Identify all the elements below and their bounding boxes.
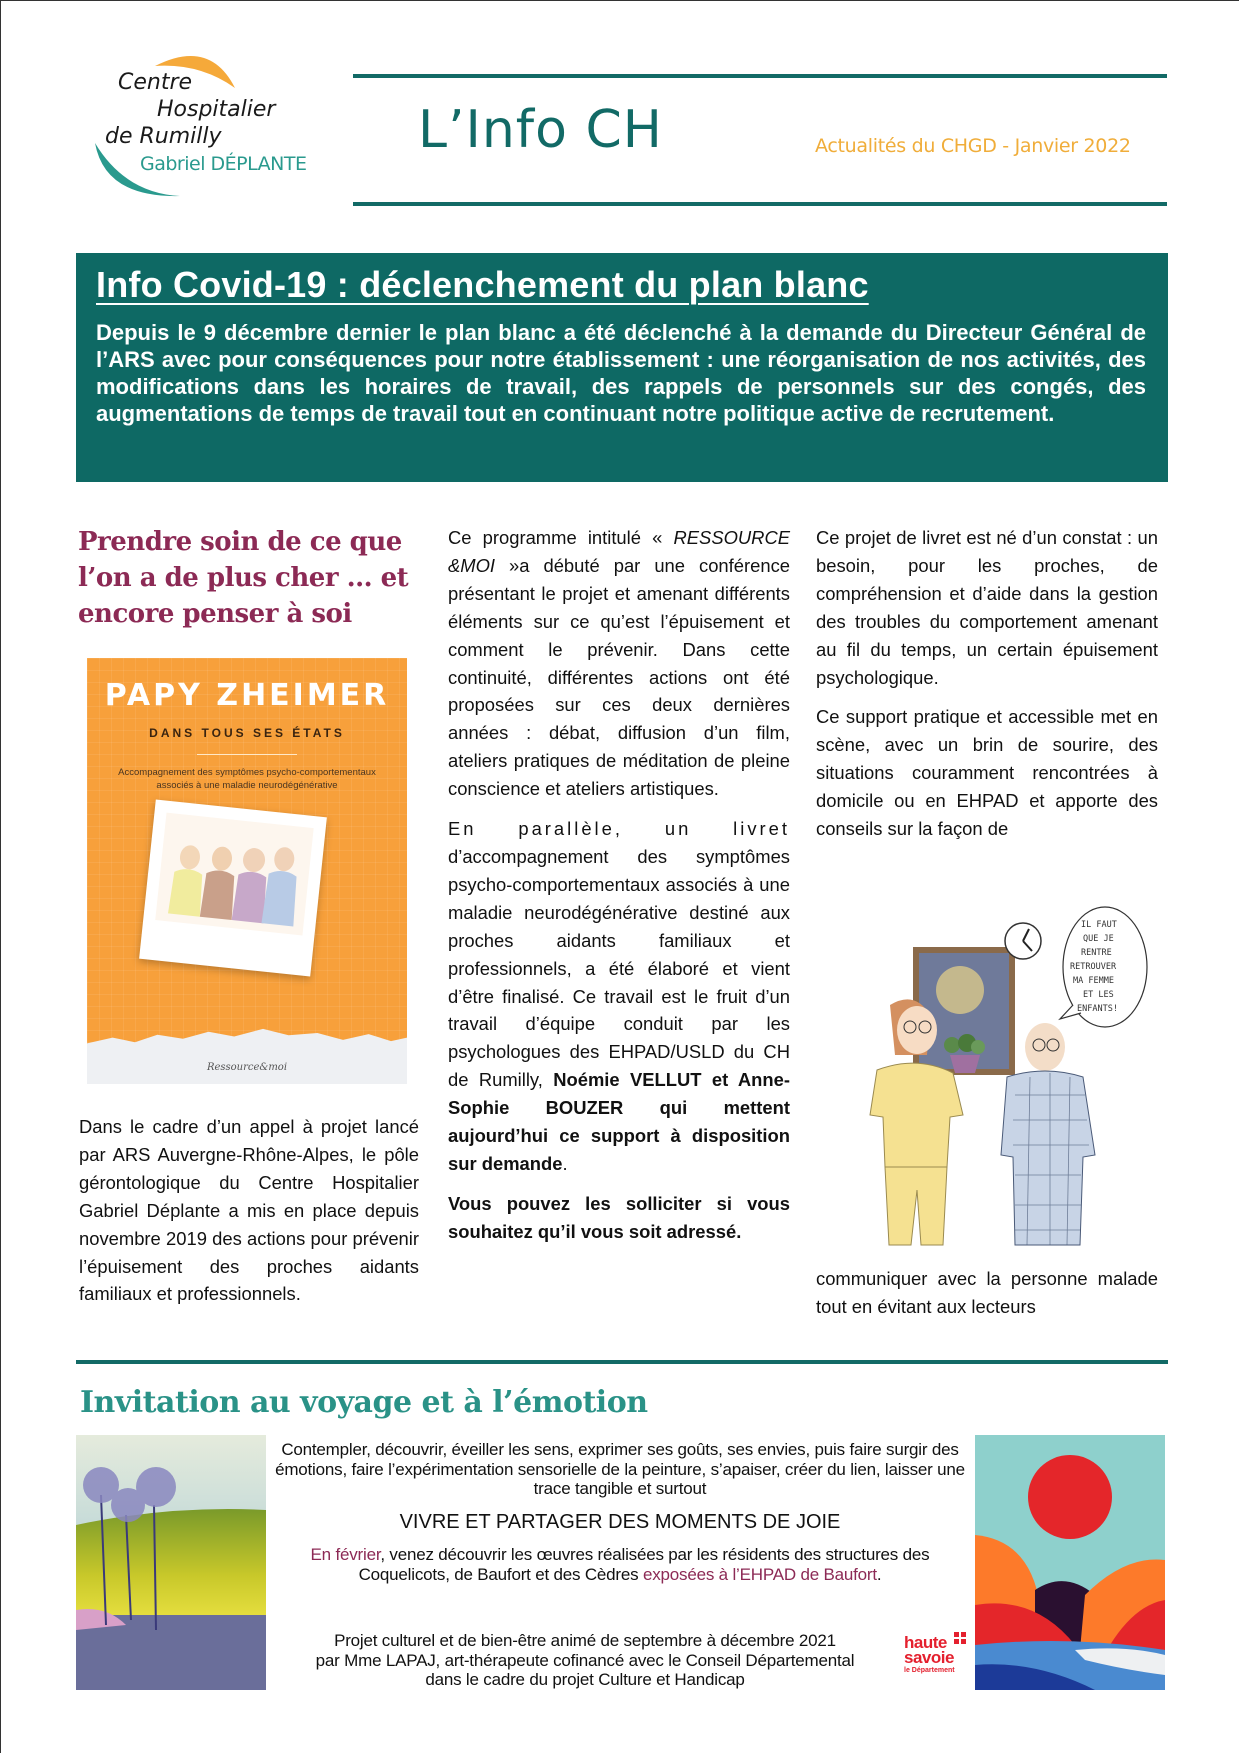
- covid-body: Depuis le 9 décembre dernier le plan blanc a été déclenché à la demande du Directeur Général de l’ARS avec pour conséquences pour notre établissement : une réorganisation de nos activités, des modifications dans les horaires de travail, des rappels de personnels sur des congés, des augmentations de temps de travail tout en continuant notre politique active de recrutement.: [96, 320, 1146, 426]
- masthead-subtitle: Actualités du CHGD - Janvier 2022: [815, 135, 1131, 157]
- col2-paragraph-2: [448, 815, 790, 1178]
- article-column-2: [448, 524, 790, 1258]
- exhibit-date: En février: [310, 1545, 381, 1564]
- header-rule-top: [353, 74, 1167, 78]
- article-title: Prendre soin de ce que l’on a de plus cher … et encore penser à soi: [78, 527, 409, 629]
- sunset-painting-icon: [975, 1435, 1165, 1690]
- partner-logo-line-1: haute: [904, 1633, 947, 1652]
- book-footer: [87, 1026, 407, 1084]
- book-polaroid: [139, 799, 327, 976]
- invitation-title: Invitation au voyage et à l’émotion: [80, 1385, 648, 1420]
- col2-p1-text: Ce programme intitulé «: [448, 527, 674, 548]
- book-description: Accompagnement des symptômes psycho-comportementaux associés à une maladie neurodégénérative: [118, 767, 376, 791]
- article-column-3-continued: [816, 1265, 1158, 1333]
- masthead-title: L’Info CH: [418, 100, 663, 160]
- article-column-3: [816, 524, 1158, 855]
- covid-banner: [76, 253, 1168, 482]
- logo-line-3: de Rumilly: [105, 124, 222, 149]
- col2-p2-text: d’accompagnement des symptômes psycho-comportementaux associés à une maladie neurodégénérative destiné aux proches aidants familiaux et professionnels, a été élaboré et vient d’être finalisé. Ce travail est le fruit d’un travail d’équipe conduit par les psychologues des EHPAD/USLD du CH de Rumilly,: [448, 845, 790, 1091]
- invitation-intro: Contempler, découvrir, éveiller les sens, exprimer ses goûts, ses envies, puis faire surgir des émotions, faire l’expérimentation sensorielle de la peinture, s’apaiser, créer du lien, laisser une trace tangible et surtout: [275, 1440, 965, 1498]
- col3-paragraph-3: communiquer avec la personne malade tout en évitant aux lecteurs: [816, 1268, 1158, 1317]
- haute-savoie-logo: [900, 1630, 970, 1680]
- speech-bubble-text: IL FAUT QUE JE RENTRE RETROUVER MA FEMME ET LES ENFANTS!: [1070, 920, 1118, 1014]
- invitation-credits: [275, 1631, 895, 1690]
- col1-paragraph: Dans le cadre d’un appel à projet lancé par ARS Auvergne-Rhône-Alpes, le pôle gérontologique du Centre Hospitalier Gabriel Déplante a mis en place depuis novembre 2019 des actions pour prévenir l’épuisement des proches aidants familiaux et professionnels.: [79, 1116, 419, 1305]
- book-title: PAPY ZHEIMER: [104, 678, 390, 713]
- col2-p2-lead: En parallèle, un livret: [448, 818, 790, 840]
- logo-line-1: Centre: [118, 70, 193, 95]
- book-illustration: [155, 813, 313, 936]
- painting-sunset-image: [975, 1435, 1165, 1690]
- col2-p3-bold: Vous pouvez les solliciter si vous souhaitez qu’il vous soit adressé.: [448, 1192, 790, 1242]
- savoie-cross-icon: [954, 1632, 966, 1644]
- exhibit-location: exposées à l’EHPAD de Baufort: [642, 1564, 877, 1584]
- credits-line-2: par Mme LAPAJ, art-thérapeute cofinancé avec le Conseil Départemental: [315, 1650, 855, 1670]
- painting-landscape-image: [76, 1435, 266, 1690]
- family-illustration-icon: [155, 813, 313, 936]
- col2-paragraph-3: [448, 1190, 790, 1246]
- exhibit-period: .: [876, 1564, 882, 1584]
- col2-paragraph-1: [448, 524, 790, 803]
- col2-p1-text-end: »a débuté par une conférence présentant le projet et amenant différents éléments sur ce qu’est l’épuisement et comment le prévenir. Dans cette continuité, différentes actions ont été proposées sur ces deux dernières années : débat, diffusion d’un film, ateliers pratiques de méditation de pleine conscience et ateliers artistiques.: [448, 554, 790, 800]
- exhibit-description: , venez découvrir les œuvres réalisées par les résidents des structures des Coquelicots, de Baufort et des Cèdres: [358, 1545, 930, 1584]
- invitation-headline: VIVRE ET PARTAGER DES MOMENTS DE JOIE: [399, 1511, 841, 1533]
- col3-paragraph-2: Ce support pratique et accessible met en scène, avec un brin de sourire, des situations couramment rencontrées à domicile ou en EHPAD et apporte des conseils sur la façon de: [816, 706, 1158, 840]
- col2-p2-end: .: [562, 1152, 568, 1174]
- section-divider: [76, 1360, 1168, 1364]
- book-cover-image: [87, 658, 407, 1084]
- nurse-and-patient-illustration-icon: [855, 905, 1150, 1250]
- covid-title: Info Covid-19 : déclenchement du plan blanc: [96, 264, 869, 305]
- logo-line-2: Hospitalier: [157, 97, 276, 122]
- header-rule-bottom: [353, 202, 1167, 206]
- hospital-logo: [85, 48, 325, 218]
- program-name: RESSOURCE &MOI: [448, 527, 790, 576]
- credits-line-1: Projet culturel et de bien-être animé de septembre à décembre 2021: [334, 1631, 836, 1650]
- invitation-exhibit: [275, 1545, 965, 1584]
- cartoon-illustration: [855, 905, 1150, 1250]
- article-column-1: [79, 1113, 419, 1320]
- book-subtitle: DANS TOUS SES ÉTATS: [149, 726, 345, 740]
- partner-logo-line-3: le Département: [904, 1667, 955, 1674]
- book-divider: [197, 754, 297, 755]
- partner-logo-line-2: savoie: [904, 1648, 954, 1667]
- logo-line-4: Gabriel DÉPLANTE: [140, 153, 307, 175]
- book-signature: Ressource&moi: [206, 1062, 288, 1073]
- col2-p2-bold: Noémie VELLUT et Anne-Sophie BOUZER qui mettent aujourd’hui ce support à disposition sur demande: [448, 1069, 790, 1174]
- landscape-painting-icon: [76, 1435, 266, 1690]
- credits-line-3: dans le cadre du projet Culture et Handicap: [425, 1670, 745, 1689]
- col3-paragraph-1: Ce projet de livret est né d’un constat : un besoin, pour les proches, de compréhension et d’aide dans la gestion des troubles du comportement amenant au fil du temps, un certain épuisement psychologique.: [816, 527, 1158, 688]
